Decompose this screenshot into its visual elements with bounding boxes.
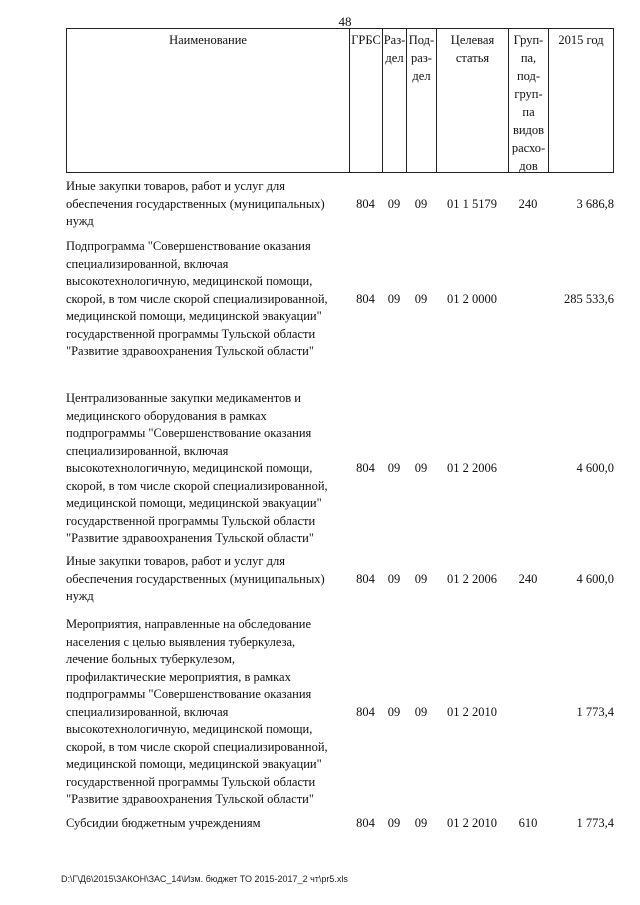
row-podrazdel: 09 bbox=[414, 461, 428, 475]
row-value: 4 600,0 bbox=[576, 461, 614, 475]
row-group: 240 bbox=[518, 196, 538, 211]
header-razdel: Раз- дел bbox=[383, 29, 407, 172]
row-statya: 01 2 2010 bbox=[447, 704, 497, 719]
row-name: Иные закупки товаров, работ и услуг для обеспечения государственных (муниципальных) нужд bbox=[66, 179, 325, 228]
footer-file-path: D:\Г\Д6\2015\ЗАКОН\ЗАС_14\Изм. бюджет ТО 2015-2017_2 чт\pr5.xls bbox=[61, 874, 348, 884]
row-value: 3 686,8 bbox=[576, 196, 614, 211]
row-grbs: 804 bbox=[356, 291, 375, 306]
row-value: 1 773,4 bbox=[576, 704, 614, 719]
row-statya: 01 2 2010 bbox=[447, 816, 497, 830]
page-number: 48 bbox=[338, 14, 352, 29]
row-podrazdel: 09 bbox=[414, 571, 428, 586]
row-razdel: 09 bbox=[387, 704, 401, 719]
header-name: Наименование bbox=[67, 29, 350, 172]
row-value: 285 533,6 bbox=[564, 291, 614, 306]
header-celevaya-statya: Целевая статья bbox=[437, 29, 509, 172]
row-podrazdel: 09 bbox=[414, 816, 428, 830]
row-razdel: 09 bbox=[387, 291, 401, 306]
row-group: 240 bbox=[518, 571, 538, 586]
row-value: 4 600,0 bbox=[576, 571, 614, 586]
row-grbs: 804 bbox=[356, 461, 375, 475]
row-razdel: 09 bbox=[387, 196, 401, 211]
row-name: Централизованные закупки медикаментов и медицинского оборудования в рамках подпрограммы "Совершенствование оказания специализированной, включая высокотехнологичную, медицинской помощи, скорой, в том числе скорой специализированной, медицинской помощи, медицинской эвакуации" государственной программы Тульской области "Развитие здравоохранения Тульской области" bbox=[66, 391, 328, 545]
row-podrazdel: 09 bbox=[414, 196, 428, 211]
row-statya: 01 2 2006 bbox=[447, 461, 497, 475]
header-grbs: ГРБС bbox=[350, 29, 383, 172]
header-gruppa: Груп- па, под- груп- па видов расхо- дов bbox=[509, 29, 549, 172]
header-podrazdel: Под- раз- дел bbox=[407, 29, 437, 172]
row-grbs: 804 bbox=[356, 704, 375, 719]
row-statya: 01 1 5179 bbox=[447, 196, 497, 211]
table-header bbox=[66, 28, 614, 173]
row-statya: 01 2 2006 bbox=[447, 571, 497, 586]
row-razdel: 09 bbox=[387, 461, 401, 475]
row-podrazdel: 09 bbox=[414, 704, 428, 719]
row-razdel: 09 bbox=[387, 816, 401, 830]
header-2015: 2015 год bbox=[558, 33, 604, 47]
row-name: Иные закупки товаров, работ и услуг для обеспечения государственных (муниципальных) нужд bbox=[66, 554, 325, 603]
row-grbs: 804 bbox=[356, 571, 375, 586]
row-name: Субсидии бюджетным учреждениям bbox=[66, 816, 261, 830]
row-grbs: 804 bbox=[356, 196, 375, 211]
row-grbs: 804 bbox=[356, 816, 375, 830]
row-podrazdel: 09 bbox=[414, 291, 428, 306]
row-group: 610 bbox=[518, 816, 538, 830]
row-value: 1 773,4 bbox=[576, 816, 614, 830]
row-statya: 01 2 0000 bbox=[447, 291, 497, 306]
row-name: Подпрограмма "Совершенствование оказания специализированной, включая высокотехнологичную, медицинской помощи, скорой, в том числе скорой специализированной, медицинской помощи, медицинской эвакуации" государственной программы Тульской области "Развитие здравоохранения Тульской области" bbox=[66, 239, 328, 358]
row-name: Мероприятия, направленные на обследование населения с целью выявления туберкулеза, лечение больных туберкулезом, профилактические мероприятия, в рамках подпрограммы "Совершенствование оказания специализированной, включая высокотехнологичную, медицинской помощи, скорой, в том числе скорой специализированной, медицинской помощи, медицинской эвакуации" государственной программы Тульской области "Развитие здравоохранения Тульской области" bbox=[66, 617, 328, 806]
row-razdel: 09 bbox=[387, 571, 401, 586]
